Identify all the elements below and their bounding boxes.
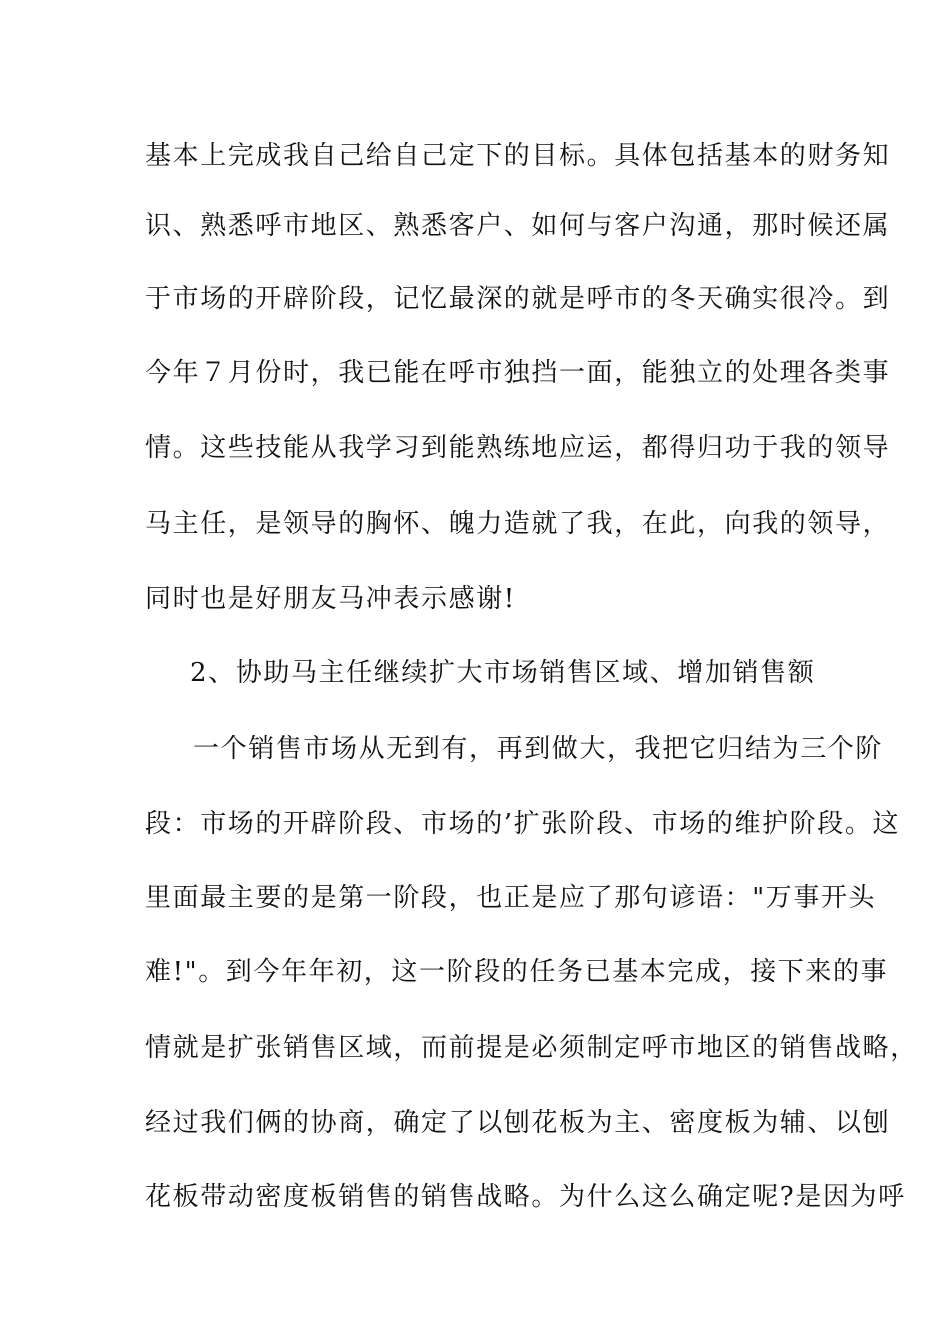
paragraph-line-8: 一个销售市场从无到有，再到做大，我把它归结为三个阶: [193, 734, 884, 764]
paragraph-line-7: 同时也是好朋友马冲表示感谢!: [145, 584, 516, 614]
paragraph-line-12: 情就是扩张销售区域，而前提是必须制定呼市地区的销售战略，: [145, 1033, 918, 1063]
paragraph-line-4: 今年７月份时，我已能在呼市独挡一面，能独立的处理各类事: [145, 358, 891, 388]
paragraph-line-5: 情。这些技能从我学习到能熟练地应运，都得归功于我的领导: [145, 433, 891, 463]
paragraph-line-13: 经过我们俩的协商，确定了以刨花板为主、密度板为辅、以刨: [145, 1108, 891, 1138]
paragraph-line-3: 于市场的开辟阶段，记忆最深的就是呼市的冬天确实很冷。到: [145, 284, 891, 314]
paragraph-line-1: 基本上完成我自己给自己定下的目标。具体包括基本的财务知: [145, 141, 891, 171]
section-heading: 2、协助马主任继续扩大市场销售区域、增加销售额: [190, 658, 816, 688]
paragraph-line-11: 难!"。到今年年初，这一阶段的任务已基本完成，接下来的事: [145, 957, 889, 987]
paragraph-line-9: 段：市场的开辟阶段、市场的’扩张阶段、市场的维护阶段。这: [145, 809, 901, 839]
paragraph-line-6: 马主任，是领导的胸怀、魄力造就了我，在此，向我的领导，: [145, 509, 891, 539]
paragraph-line-10: 里面最主要的是第一阶段，也正是应了那句谚语："万事开头: [145, 883, 877, 913]
paragraph-line-14: 花板带动密度板销售的销售战略。为什么这么确定呢?是因为呼: [145, 1182, 906, 1212]
paragraph-line-2: 识、熟悉呼市地区、熟悉客户、如何与客户沟通，那时候还属: [145, 211, 891, 241]
